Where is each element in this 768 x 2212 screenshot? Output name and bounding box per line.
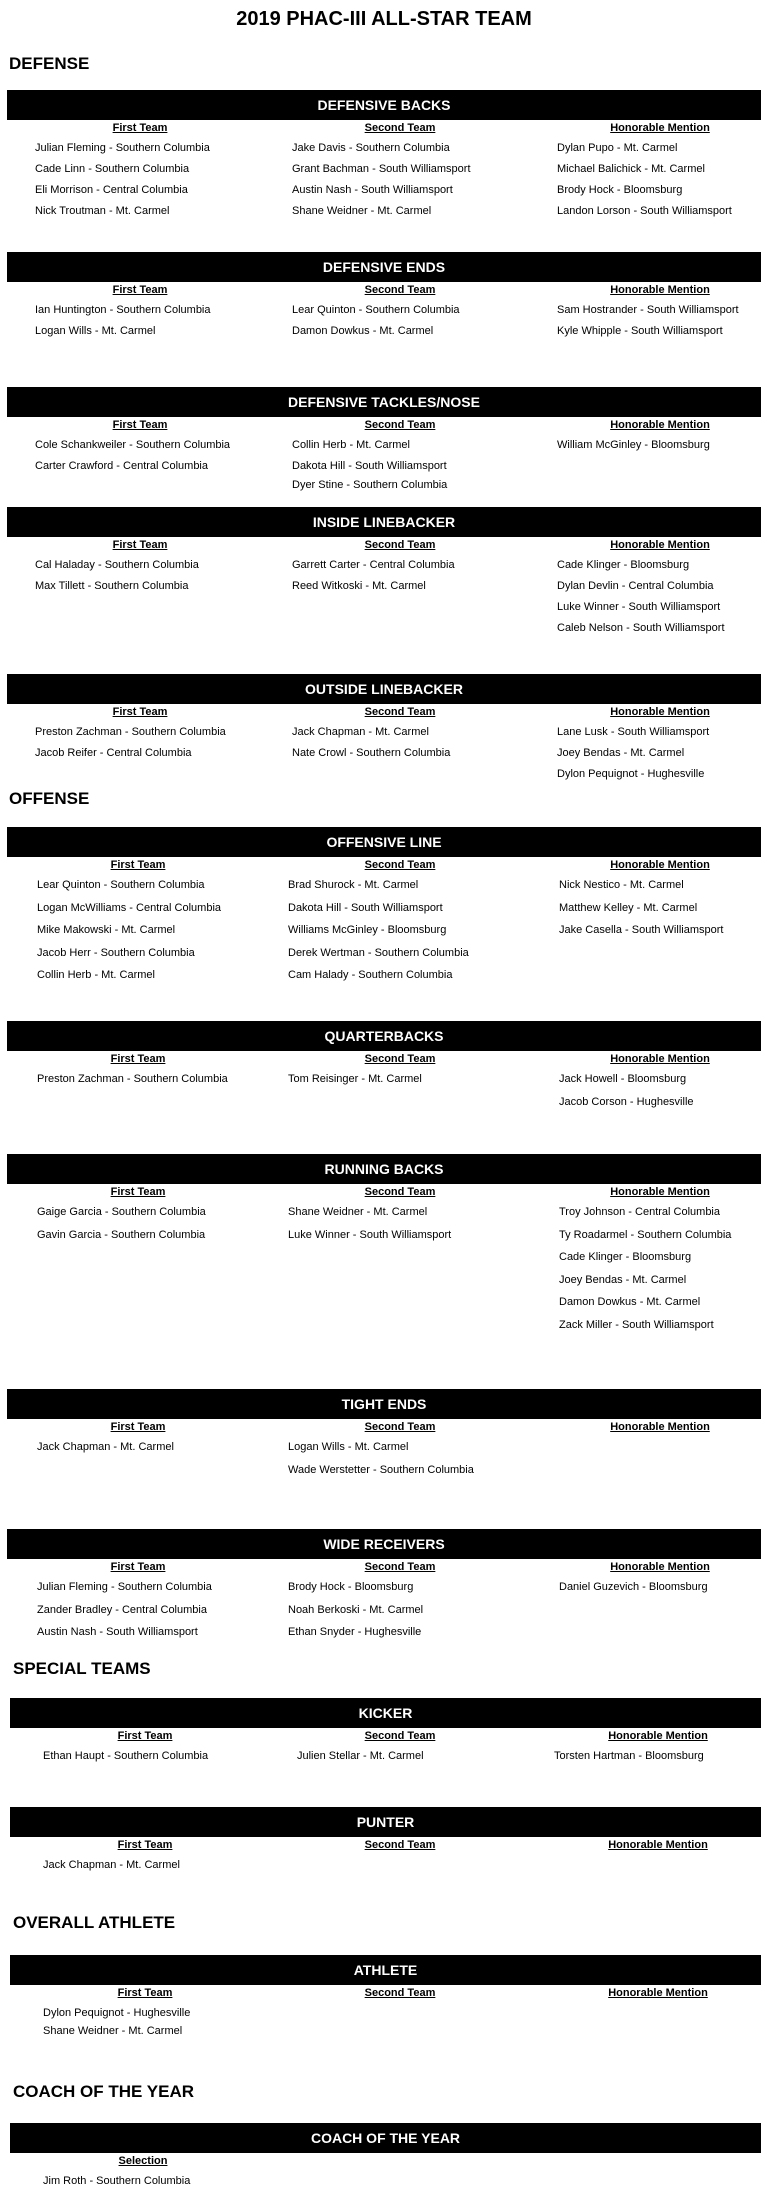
column-header-first: First Team <box>110 1186 166 1198</box>
column-header-honorable: Honorable Mention <box>608 1730 708 1742</box>
player-entry: Wade Werstetter - Southern Columbia <box>288 1463 474 1476</box>
player-entry: Logan McWilliams - Central Columbia <box>37 901 222 914</box>
player-entry: Logan Wills - Mt. Carmel <box>288 1441 409 1453</box>
column-header-first: First Team <box>117 1730 173 1742</box>
column-header-second: Second Team <box>364 859 436 871</box>
player-entry: Troy Johnson - Central Columbia <box>559 1206 720 1218</box>
column-header-honorable: Honorable Mention <box>610 284 710 296</box>
column-header-second: Second Team <box>364 122 436 134</box>
column-header-second: Second Team <box>364 1839 436 1851</box>
player-entry: Jake Davis - Southern Columbia <box>292 142 450 154</box>
block-inside-linebacker <box>7 507 761 634</box>
column-header-honorable: Honorable Mention <box>610 1561 710 1573</box>
category-title: DEFENSIVE TACKLES/NOSE <box>7 387 761 417</box>
player-entry: Dakota Hill - South Williamsport <box>292 460 447 472</box>
column-header-first: First Team <box>112 706 168 718</box>
category-title: PUNTER <box>10 1807 761 1837</box>
column-header-first: First Team <box>110 1053 166 1065</box>
block-punter <box>10 1807 761 1871</box>
player-entry: William McGinley - Bloomsburg <box>557 439 710 451</box>
column-header-second: Second Team <box>364 706 436 718</box>
player-entry: Lear Quinton - Southern Columbia <box>37 879 205 891</box>
player-entry: Jack Chapman - Mt. Carmel <box>292 726 429 738</box>
category-title: INSIDE LINEBACKER <box>7 507 761 537</box>
player-entry: Joey Bendas - Mt. Carmel <box>557 747 685 759</box>
block-defensive-tackles <box>7 387 761 491</box>
block-quarterbacks <box>7 1021 761 1108</box>
block-coach-of-year <box>10 2123 761 2187</box>
column-header-second: Second Team <box>364 1730 436 1742</box>
player-entry: Nick Nestico - Mt. Carmel <box>559 879 684 891</box>
category-title: OFFENSIVE LINE <box>7 827 761 857</box>
player-entry: Cade Linn - Southern Columbia <box>35 163 190 175</box>
player-entry: Jacob Reifer - Central Columbia <box>35 747 192 759</box>
player-entry: Shane Weidner - Mt. Carmel <box>43 2025 183 2037</box>
column-header-second: Second Team <box>364 1561 436 1573</box>
column-header-second: Second Team <box>364 1053 436 1065</box>
category-title: DEFENSIVE ENDS <box>7 252 761 282</box>
category-title: OUTSIDE LINEBACKER <box>7 674 761 704</box>
category-title: DEFENSIVE BACKS <box>7 90 761 120</box>
column-header-honorable: Honorable Mention <box>610 706 710 718</box>
player-entry: Jack Howell - Bloomsburg <box>559 1073 687 1085</box>
player-entry: Sam Hostrander - South Williamsport <box>557 304 739 316</box>
player-entry: Dylan Devlin - Central Columbia <box>557 580 714 592</box>
category-title: TIGHT ENDS <box>7 1389 761 1419</box>
column-header-first: First Team <box>112 539 168 551</box>
column-header-honorable: Honorable Mention <box>610 1186 710 1198</box>
player-entry: Michael Balichick - Mt. Carmel <box>557 163 705 175</box>
category-title: ATHLETE <box>10 1955 761 1985</box>
column-header-honorable: Honorable Mention <box>610 859 710 871</box>
player-entry: Brad Shurock - Mt. Carmel <box>288 879 419 891</box>
player-entry: Noah Berkoski - Mt. Carmel <box>288 1603 424 1616</box>
column-header-first: First Team <box>112 419 168 431</box>
player-entry: Ethan Haupt - Southern Columbia <box>43 1750 209 1762</box>
player-entry: Ty Roadarmel - Southern Columbia <box>559 1228 732 1241</box>
player-entry: Collin Herb - Mt. Carmel <box>37 969 155 981</box>
player-entry: Williams McGinley - Bloomsburg <box>288 924 447 936</box>
player-entry: Julian Fleming - Southern Columbia <box>35 142 210 154</box>
player-entry: Max Tillett - Southern Columbia <box>35 580 189 592</box>
column-header-honorable: Honorable Mention <box>610 419 710 431</box>
player-entry: Julian Fleming - Southern Columbia <box>37 1581 212 1593</box>
player-entry: Damon Dowkus - Mt. Carmel <box>292 325 434 337</box>
player-entry: Torsten Hartman - Bloomsburg <box>554 1750 704 1762</box>
column-header-first: First Team <box>112 122 168 134</box>
player-entry: Lear Quinton - Southern Columbia <box>292 304 460 316</box>
player-entry: Gaige Garcia - Southern Columbia <box>37 1206 206 1218</box>
player-entry: Cade Klinger - Bloomsburg <box>559 1251 692 1263</box>
column-header-second: Second Team <box>364 419 436 431</box>
player-entry: Dylan Pupo - Mt. Carmel <box>557 142 678 154</box>
player-entry: Lane Lusk - South Williamsport <box>557 726 710 738</box>
player-entry: Carter Crawford - Central Columbia <box>35 460 208 472</box>
category-title: QUARTERBACKS <box>7 1021 761 1051</box>
section-coach-of-year: COACH OF THE YEAR <box>13 2082 195 2101</box>
player-entry: Cam Halady - Southern Columbia <box>288 969 453 981</box>
column-header-second: Second Team <box>364 1987 436 1999</box>
column-header-honorable: Honorable Mention <box>610 122 710 134</box>
column-header-second: Second Team <box>364 539 436 551</box>
player-entry: Julien Stellar - Mt. Carmel <box>297 1750 424 1762</box>
player-entry: Landon Lorson - South Williamsport <box>557 205 732 217</box>
player-entry: Caleb Nelson - South Williamsport <box>557 622 725 634</box>
player-entry: Preston Zachman - Southern Columbia <box>37 1073 228 1085</box>
player-entry: Reed Witkoski - Mt. Carmel <box>292 580 426 592</box>
player-entry: Dakota Hill - South Williamsport <box>288 901 443 914</box>
player-entry: Daniel Guzevich - Bloomsburg <box>559 1581 708 1593</box>
player-entry: Jack Chapman - Mt. Carmel <box>43 1859 180 1871</box>
section-overall-athlete: OVERALL ATHLETE <box>13 1913 176 1932</box>
section-offense: OFFENSE <box>9 789 90 808</box>
block-outside-linebacker <box>7 674 761 780</box>
player-entry: Ian Huntington - Southern Columbia <box>35 304 211 316</box>
player-entry: Eli Morrison - Central Columbia <box>35 184 188 196</box>
column-header-selection: Selection <box>118 2155 168 2167</box>
player-entry: Shane Weidner - Mt. Carmel <box>288 1206 428 1218</box>
category-title: RUNNING BACKS <box>7 1154 761 1184</box>
column-header-first: First Team <box>117 1987 173 1999</box>
player-entry: Jacob Herr - Southern Columbia <box>37 946 195 959</box>
player-entry: Zack Miller - South Williamsport <box>559 1318 714 1331</box>
player-entry: Austin Nash - South Williamsport <box>292 184 453 196</box>
block-running-backs <box>7 1154 761 1331</box>
column-header-first: First Team <box>112 284 168 296</box>
player-entry: Dyer Stine - Southern Columbia <box>292 479 448 491</box>
column-header-first: First Team <box>110 1561 166 1573</box>
player-entry: Gavin Garcia - Southern Columbia <box>37 1228 206 1241</box>
column-header-first: First Team <box>110 1421 166 1433</box>
section-special-teams: SPECIAL TEAMS <box>13 1659 151 1678</box>
player-entry: Dylon Pequignot - Hughesville <box>557 768 705 780</box>
block-wide-receivers <box>7 1529 761 1638</box>
player-entry: Tom Reisinger - Mt. Carmel <box>288 1073 422 1085</box>
column-header-first: First Team <box>117 1839 173 1851</box>
category-title: KICKER <box>10 1698 761 1728</box>
page-title: 2019 PHAC-III ALL-STAR TEAM <box>236 8 532 30</box>
player-entry: Joey Bendas - Mt. Carmel <box>559 1273 687 1286</box>
player-entry: Damon Dowkus - Mt. Carmel <box>559 1296 701 1308</box>
column-header-second: Second Team <box>364 284 436 296</box>
player-entry: Garrett Carter - Central Columbia <box>292 559 455 571</box>
block-defensive-backs <box>7 90 761 217</box>
player-entry: Brody Hock - Bloomsburg <box>557 184 683 196</box>
block-defensive-ends <box>7 252 761 337</box>
player-entry: Shane Weidner - Mt. Carmel <box>292 205 432 217</box>
player-entry: Jacob Corson - Hughesville <box>559 1095 694 1108</box>
player-entry: Grant Bachman - South Williamsport <box>292 163 471 175</box>
player-entry: Matthew Kelley - Mt. Carmel <box>559 901 698 914</box>
player-entry: Mike Makowski - Mt. Carmel <box>37 924 176 936</box>
column-header-second: Second Team <box>364 1186 436 1198</box>
column-header-honorable: Honorable Mention <box>610 1421 710 1433</box>
player-entry: Ethan Snyder - Hughesville <box>288 1626 422 1638</box>
block-kicker <box>10 1698 761 1762</box>
player-entry: Austin Nash - South Williamsport <box>37 1626 198 1638</box>
column-header-first: First Team <box>110 859 166 871</box>
player-entry: Preston Zachman - Southern Columbia <box>35 726 226 738</box>
column-header-honorable: Honorable Mention <box>610 539 710 551</box>
column-header-honorable: Honorable Mention <box>608 1987 708 1999</box>
block-offensive-line <box>7 827 761 981</box>
column-header-honorable: Honorable Mention <box>608 1839 708 1851</box>
section-defense: DEFENSE <box>9 54 90 73</box>
player-entry: Derek Wertman - Southern Columbia <box>288 946 469 959</box>
player-entry: Nate Crowl - Southern Columbia <box>292 747 451 759</box>
player-entry: Logan Wills - Mt. Carmel <box>35 325 156 337</box>
player-entry: Luke Winner - South Williamsport <box>288 1228 452 1241</box>
player-entry: Luke Winner - South Williamsport <box>557 601 721 613</box>
player-entry: Zander Bradley - Central Columbia <box>37 1603 207 1616</box>
player-entry: Cole Schankweiler - Southern Columbia <box>35 439 231 451</box>
player-entry: Jim Roth - Southern Columbia <box>43 2175 191 2187</box>
category-title: COACH OF THE YEAR <box>10 2123 761 2153</box>
player-entry: Kyle Whipple - South Williamsport <box>557 325 723 337</box>
player-entry: Collin Herb - Mt. Carmel <box>292 439 410 451</box>
block-tight-ends <box>7 1389 761 1476</box>
player-entry: Nick Troutman - Mt. Carmel <box>35 205 170 217</box>
column-header-second: Second Team <box>364 1421 436 1433</box>
player-entry: Brody Hock - Bloomsburg <box>288 1581 414 1593</box>
player-entry: Cal Haladay - Southern Columbia <box>35 559 199 571</box>
player-entry: Dylon Pequignot - Hughesville <box>43 2007 191 2019</box>
category-title: WIDE RECEIVERS <box>7 1529 761 1559</box>
block-athlete <box>10 1955 761 2037</box>
column-header-honorable: Honorable Mention <box>610 1053 710 1065</box>
player-entry: Cade Klinger - Bloomsburg <box>557 559 690 571</box>
player-entry: Jack Chapman - Mt. Carmel <box>37 1441 174 1453</box>
player-entry: Jake Casella - South Williamsport <box>559 924 724 936</box>
